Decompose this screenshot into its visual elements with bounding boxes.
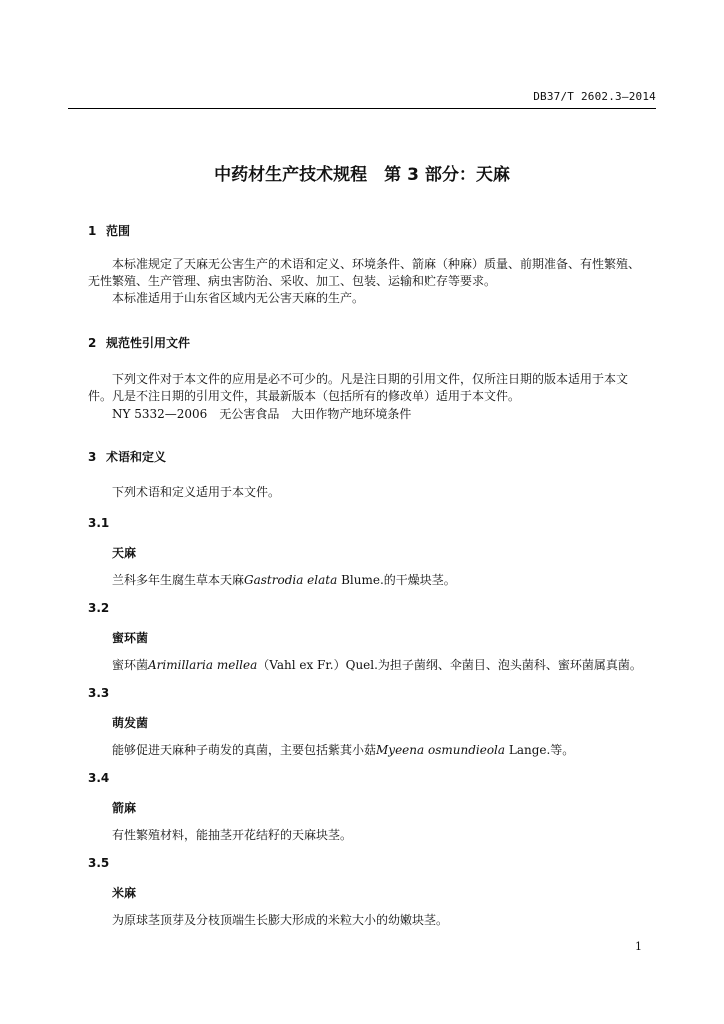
section-title: 规范性引用文件 — [106, 336, 191, 350]
header-rule — [68, 108, 656, 109]
latin-name: Gastrodia elata — [244, 573, 338, 587]
latin-name: Arimillaria mellea — [148, 658, 258, 672]
document-code: DB37/T 2602.3—2014 — [533, 90, 656, 103]
term-name: 天麻 — [112, 546, 137, 560]
paragraph: 下列术语和定义适用于本文件。 — [112, 485, 281, 499]
paragraph: 下列文件对于本文件的应用是必不可少的。凡是注日期的引用文件，仅所注日期的版本适用于本文 — [112, 372, 629, 386]
definition-text: 蜜环菌 — [112, 658, 149, 672]
section-heading-terms — [88, 448, 166, 465]
term-definition — [112, 826, 352, 843]
reference-item: NY 5332—2006 无公害食品 大田作物产地环境条件 — [112, 407, 412, 421]
paragraph: 本标准适用于山东省区域内无公害天麻的生产。 — [112, 291, 365, 305]
definition-text: （Vahl ex Fr.）Quel.为担子菌纲、伞菌目、泡头菌科、蜜环菌属真菌。 — [257, 658, 642, 672]
term-number: 3.3 — [88, 686, 110, 700]
term-name: 萌发菌 — [112, 716, 149, 730]
term-number: 3.1 — [88, 516, 110, 530]
term-number: 3.5 — [88, 856, 110, 870]
term-number: 3.4 — [88, 771, 110, 785]
paragraph: 本标准规定了天麻无公害生产的术语和定义、环境条件、箭麻（种麻）质量、前期准备、有性繁殖、 — [112, 257, 641, 271]
document-title: 中药材生产技术规程 第 3 部分：天麻 — [214, 165, 510, 185]
definition-text: 能够促进天麻种子萌发的真菌，主要包括紫萁小菇 — [112, 743, 377, 757]
term-number: 3.2 — [88, 601, 110, 615]
section-heading-normative-references — [88, 334, 190, 351]
section-title: 范围 — [106, 224, 131, 238]
paragraph: 无性繁殖、生产管理、病虫害防治、采收、加工、包装、运输和贮存等要求。 — [88, 274, 497, 288]
term-name: 米麻 — [112, 886, 137, 900]
definition-text: 为原球茎顶芽及分枝顶端生长膨大形成的米粒大小的幼嫩块茎。 — [112, 913, 449, 927]
term-definition — [112, 741, 574, 758]
section-title: 术语和定义 — [106, 450, 167, 464]
definition-text: 有性繁殖材料，能抽茎开花结籽的天麻块茎。 — [112, 828, 353, 842]
latin-name: Myeena osmundieola — [376, 743, 506, 757]
definition-text: 兰科多年生腐生草本天麻 — [112, 573, 245, 587]
paragraph: 件。凡是不注日期的引用文件，其最新版本（包括所有的修改单）适用于本文件。 — [88, 389, 521, 403]
definition-text: Blume.的干燥块茎。 — [337, 573, 456, 587]
term-name: 蜜环菌 — [112, 631, 149, 645]
section-heading-scope — [88, 222, 130, 239]
term-name: 箭麻 — [112, 801, 137, 815]
term-definition — [112, 571, 456, 588]
term-definition — [112, 656, 642, 673]
section-number: 1 — [88, 224, 97, 238]
section-number: 3 — [88, 450, 97, 464]
page-number: 1 — [635, 940, 642, 953]
term-definition — [112, 911, 448, 928]
section-number: 2 — [88, 336, 97, 350]
definition-text: Lange.等。 — [505, 743, 575, 757]
